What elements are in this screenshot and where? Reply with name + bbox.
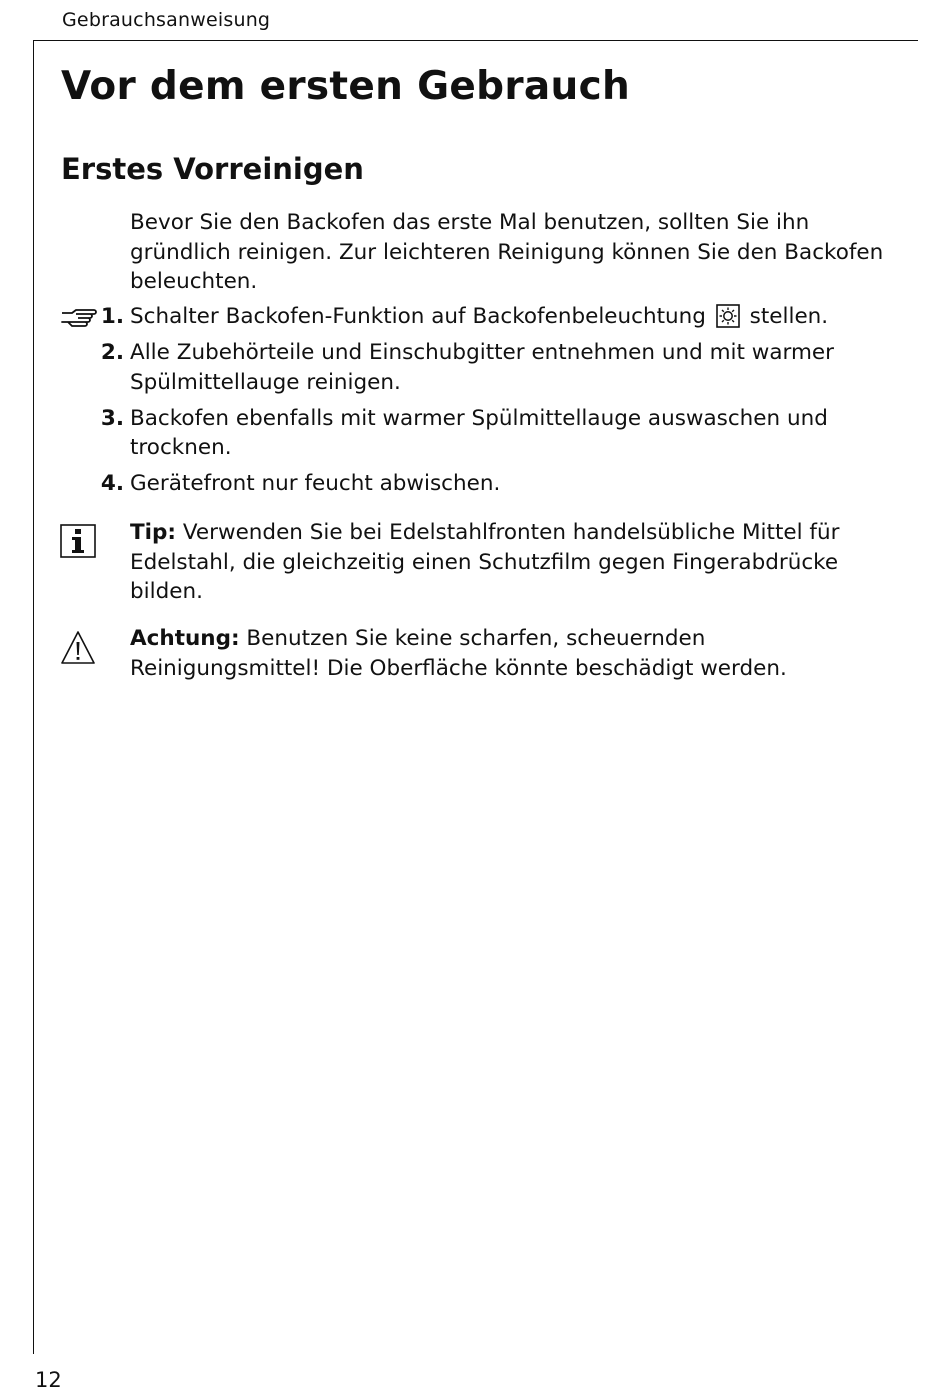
warning-body: Benutzen Sie keine scharfen, scheuernden Reinigungsmittel! Die Oberfläche könnte beschädigt werden. <box>130 626 787 681</box>
step-item <box>0 302 950 332</box>
warning-label: Achtung: <box>130 626 240 651</box>
page-number: 12 <box>35 1368 62 1392</box>
step-text <box>130 302 890 332</box>
step-text: Gerätefront nur feucht abwischen. <box>130 471 501 496</box>
step-item <box>0 404 950 463</box>
intro-paragraph: Bevor Sie den Backofen das erste Mal benutzen, sollten Sie ihn gründlich reinigen. Zur leichteren Reinigung können Sie den Backofen beleuchten. <box>130 210 884 294</box>
step-item <box>0 469 950 499</box>
warning-icon <box>60 630 96 666</box>
oven-light-icon <box>716 304 740 328</box>
step-text-before: Schalter Backofen-Funktion auf Backofenbeleuchtung <box>130 304 706 329</box>
step-text: Alle Zubehörteile und Einschubgitter entnehmen und mit warmer Spülmittellauge reinigen. <box>130 340 834 395</box>
step-number: 4. <box>100 471 124 496</box>
tip-body: Verwenden Sie bei Edelstahlfronten handelsübliche Mittel für Edelstahl, die gleichzeitig einen Schutzfilm gegen Fingerabdrücke bilden. <box>130 520 840 604</box>
side-divider <box>33 40 34 1354</box>
running-header: Gebrauchsanweisung <box>62 9 271 31</box>
tip-label: Tip: <box>130 520 177 545</box>
step-number: 3. <box>100 405 124 431</box>
warning-note <box>0 624 950 683</box>
step-number: 2. <box>100 340 124 365</box>
tip-text <box>130 518 890 607</box>
step-number: 1. <box>100 304 124 329</box>
step-text-after: stellen. <box>749 304 829 329</box>
page-title: Vor dem ersten Gebrauch <box>61 64 631 109</box>
instruction-steps <box>0 302 950 505</box>
info-icon <box>60 524 96 558</box>
step-text: Backofen ebenfalls mit warmer Spülmittellauge auswaschen und trocknen. <box>130 405 828 460</box>
header-divider <box>33 40 918 41</box>
step-item <box>0 338 950 397</box>
warning-text <box>130 624 890 683</box>
section-heading: Erstes Vorreinigen <box>61 152 364 186</box>
tip-note <box>0 518 950 607</box>
